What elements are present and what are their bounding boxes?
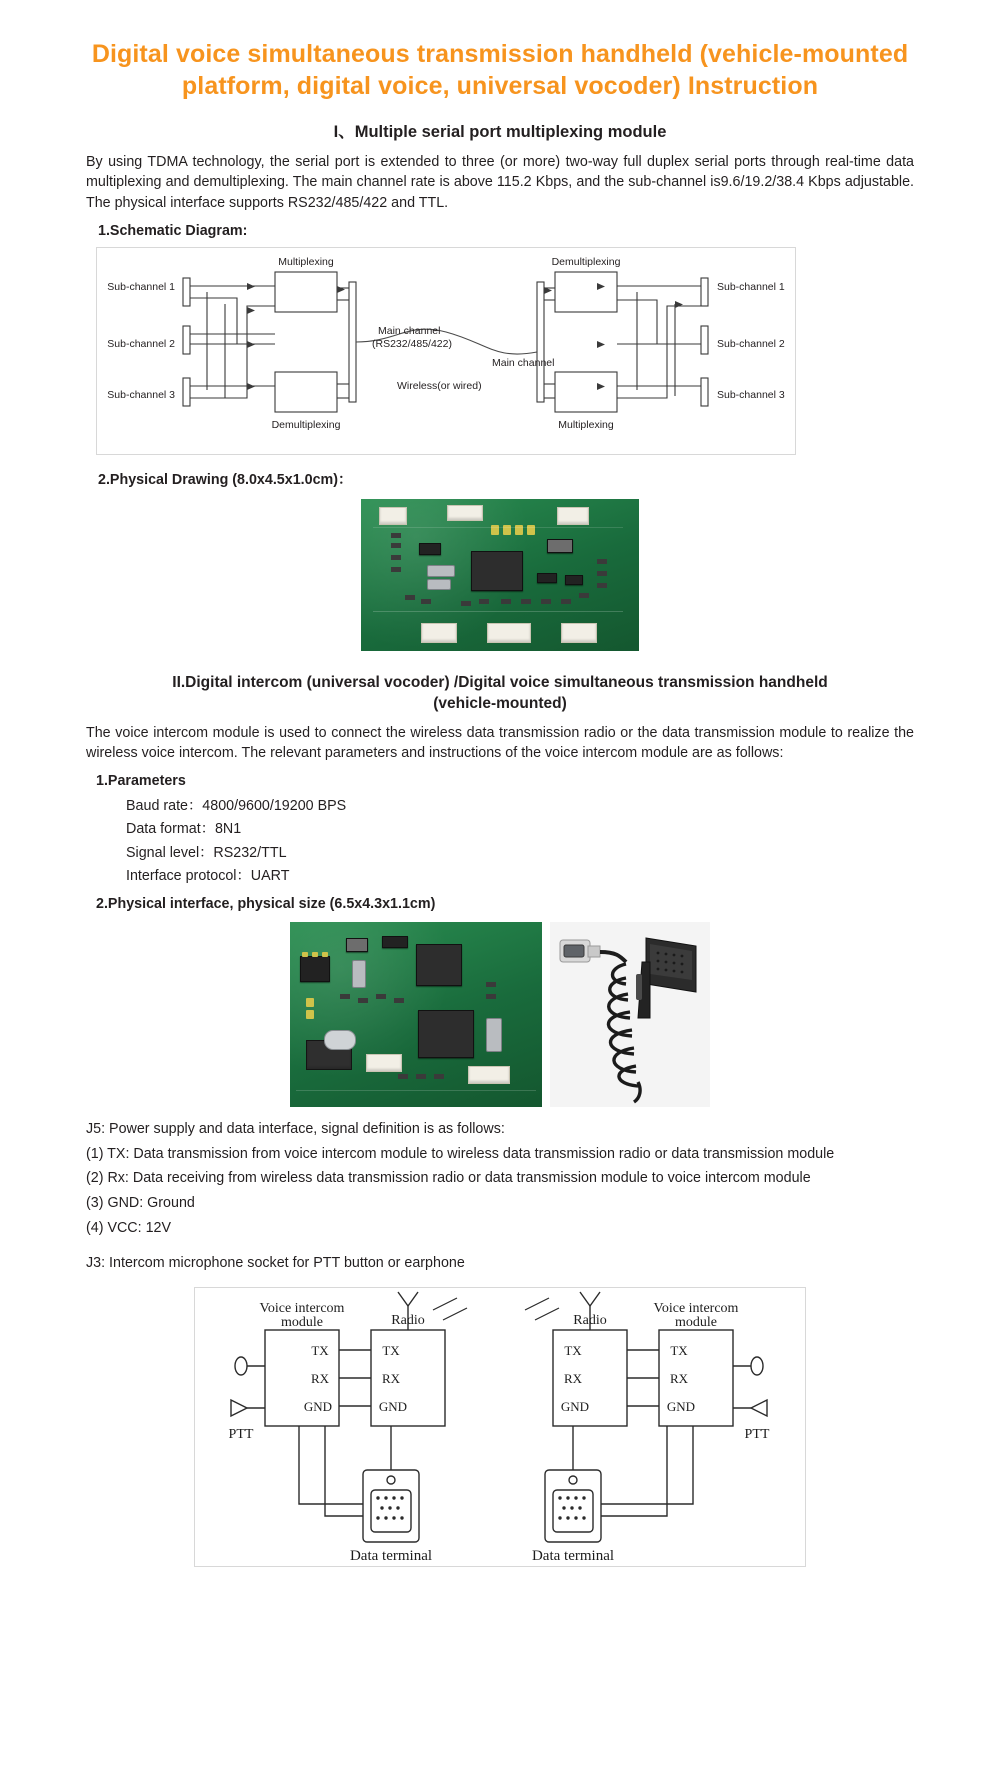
parameters-list (126, 795, 914, 888)
svg-text:Radio: Radio (391, 1313, 425, 1329)
svg-text:Sub-channel 2: Sub-channel 2 (717, 337, 785, 350)
signal-vcc: (4) VCC: 12V (86, 1219, 172, 1236)
svg-text:Data terminal: Data terminal (349, 1548, 433, 1565)
svg-text:Main channel: Main channel (378, 324, 441, 337)
physical-drawing-label-1: 2.Physical Drawing (8.0x4.5x1.0cm)： (98, 471, 353, 488)
svg-text:GND: GND (378, 1399, 408, 1415)
pcb-photo-multiplexing-module (361, 499, 639, 651)
photo-row-intercom (86, 922, 914, 1107)
svg-text:RX: RX (563, 1371, 583, 1387)
svg-text:Main channel: Main channel (492, 356, 555, 369)
svg-text:GND: GND (303, 1399, 333, 1415)
photo-handheld-microphone (550, 922, 710, 1107)
svg-text:Multiplexing: Multiplexing (278, 255, 334, 268)
svg-text:RX: RX (669, 1371, 689, 1387)
j3-note: J3: Intercom microphone socket for PTT button or earphone (86, 1254, 465, 1271)
svg-text:Multiplexing: Multiplexing (558, 418, 614, 431)
section-1-paragraph: By using TDMA technology, the serial port is extended to three (or more) two-way full duplex serial ports through real-time data multiplexing and demultiplexing. The main channel rate is above 115.2 Kbps, and the sub-channel is9.6/19.2/38.4 Kbps adjustable. The physical interface supports RS232/485/422 and TTL. (86, 154, 914, 211)
svg-text:Sub-channel 1: Sub-channel 1 (107, 280, 175, 293)
signal-gnd: (3) GND: Ground (86, 1195, 195, 1212)
section-2-paragraph: The voice intercom module is used to connect the wireless data transmission radio or the data transmission module to realize the wireless voice intercom. The relevant parameters and instructions of the voice intercom module are as follows: (86, 724, 914, 762)
section-2-heading-line2: (vehicle-mounted) (433, 694, 567, 712)
svg-text:RX: RX (381, 1371, 401, 1387)
svg-text:PTT: PTT (744, 1427, 770, 1443)
svg-text:Wireless(or wired): Wireless(or wired) (397, 379, 482, 392)
svg-text:Sub-channel 1: Sub-channel 1 (717, 280, 785, 293)
section-2-heading (86, 673, 914, 715)
svg-text:module: module (281, 1315, 323, 1331)
svg-text:TX: TX (311, 1343, 329, 1359)
svg-text:Voice intercom: Voice intercom (653, 1301, 739, 1317)
svg-text:Data terminal: Data terminal (531, 1548, 615, 1565)
svg-text:Demultiplexing: Demultiplexing (551, 255, 621, 268)
list-item: Baud rate：4800/9600/19200 BPS (126, 798, 347, 815)
svg-text:Sub-channel 3: Sub-channel 3 (107, 388, 175, 401)
figure-intercom-block-diagram (194, 1287, 806, 1567)
list-item: Interface protocol：UART (126, 867, 290, 884)
figure-multiplexing-schematic (96, 247, 796, 455)
section-1-heading: I、Multiple serial port multiplexing module (333, 123, 667, 141)
svg-text:Radio: Radio (573, 1313, 607, 1329)
schematic-diagram-label: 1.Schematic Diagram: (98, 222, 248, 239)
svg-text:TX: TX (382, 1343, 400, 1359)
list-item: Signal level：RS232/TTL (126, 844, 287, 861)
svg-text:TX: TX (564, 1343, 582, 1359)
svg-text:Sub-channel 2: Sub-channel 2 (107, 337, 175, 350)
physical-interface-label: 2.Physical interface, physical size (6.5x4.3x1.1cm) (96, 895, 436, 912)
list-item: Data format：8N1 (126, 821, 242, 838)
signal-tx: (1) TX: Data transmission from voice intercom module to wireless data transmission radio or data transmission module (86, 1145, 835, 1162)
parameters-label: 1.Parameters (96, 773, 186, 790)
svg-text:TX: TX (670, 1343, 688, 1359)
svg-text:GND: GND (666, 1399, 696, 1415)
svg-text:Sub-channel 3: Sub-channel 3 (717, 388, 785, 401)
svg-text:Demultiplexing: Demultiplexing (271, 418, 341, 431)
pcb-photo-intercom-module (290, 922, 542, 1107)
j5-intro: J5: Power supply and data interface, signal definition is as follows: (86, 1120, 505, 1137)
svg-text:PTT: PTT (228, 1427, 254, 1443)
svg-text:RX: RX (310, 1371, 330, 1387)
svg-text:(RS232/485/422): (RS232/485/422) (372, 337, 452, 350)
svg-text:module: module (675, 1315, 717, 1331)
schematic-drawing (97, 248, 795, 454)
page-title: Digital voice simultaneous transmission handheld (vehicle-mounted platform, digital voice, universal vocoder) Instruction (91, 40, 909, 100)
svg-text:GND: GND (560, 1399, 590, 1415)
svg-text:Voice intercom: Voice intercom (259, 1301, 345, 1317)
signal-rx: (2) Rx: Data receiving from wireless data transmission radio or data transmission module to voice intercom module (86, 1170, 811, 1187)
section-2-heading-line1: II.Digital intercom (universal vocoder) /Digital voice simultaneous transmission handheld (172, 673, 828, 691)
